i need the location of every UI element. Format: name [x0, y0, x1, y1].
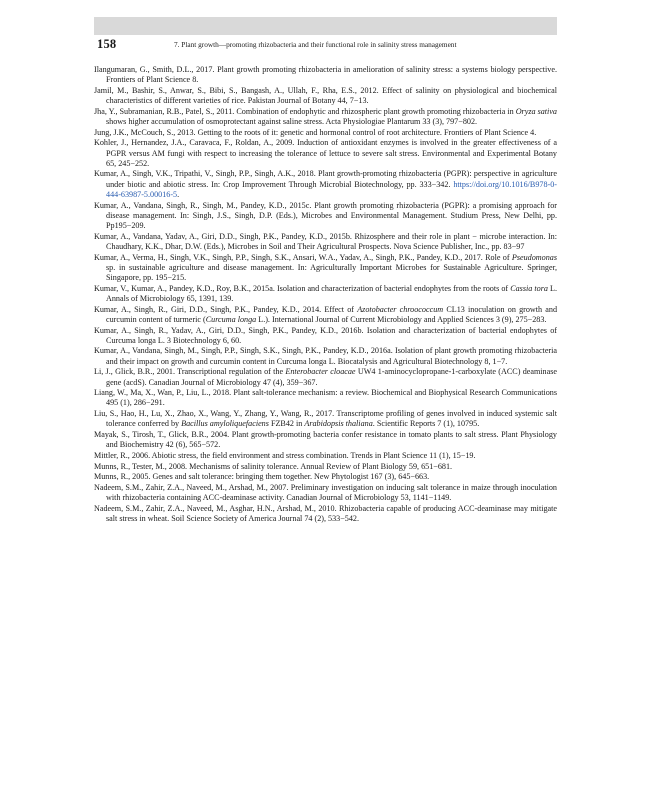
- reference-entry: Mittler, R., 2006. Abiotic stress, the field environment and stress combination. Trends in Plant Science 11 (1), 15−19.: [94, 450, 476, 460]
- reference-entry: Kumar, A., Singh, V.K., Tripathi, V., Singh, P.P., Singh, A.K., 2018. Plant growth-promoting rhizobacteria (PGPR): perspective in agriculture under biotic and abiotic stress. In: Crop Improvement Through Microbial Biotechnology, pp. 333−342. https://doi.org/10.1016/B978-0-444-63987-5.00016-5.: [94, 169, 557, 199]
- reference-entry: Kumar, A., Vandana, Singh, R., Singh, M., Pandey, K.D., 2015c. Plant growth promoting rhizobacteria (PGPR): a promising approach for disease management. In: Singh, J.S., Singh, D.P. (Eds.), Microbes and Environmental Management. Studium Press, New Delhi, pp. Pp195−209.: [94, 200, 557, 231]
- reference-entry: Kumar, A., Verma, H., Singh, V.K., Singh, P.P., Singh, S.K., Ansari, W.A., Yadav, A., Singh, P.K., Pandey, K.D., 2017. Role of Pseudomonas sp. in sustainable agriculture and disease management. In: Agriculturally Important Microbes for Sustainable Agriculture. Springer, Singapore, pp. 195−215.: [94, 252, 557, 283]
- reference-entry: Liang, W., Ma, X., Wan, P., Liu, L., 2018. Plant salt-tolerance mechanism: a review. Biochemical and Biophysical Research Communications 495 (1), 286−291.: [94, 388, 557, 408]
- doi-link[interactable]: https://doi.org/10.1016/B978-0-444-63987-5.00016-5: [106, 179, 557, 199]
- reference-entry: Nadeem, S.M., Zahir, Z.A., Naveed, M., Asghar, H.N., Arshad, M., 2010. Rhizobacteria capable of producing ACC-deaminase may mitigate salt stress in wheat. Soil Science Society of America Journal 74 (2), 533−542.: [94, 503, 557, 523]
- reference-entry: Kumar, V., Kumar, A., Pandey, K.D., Roy, B.K., 2015a. Isolation and characterization of bacterial endophytes from the roots of Cassia tora L. Annals of Microbiology 65, 1391, 139.: [94, 283, 558, 304]
- reference-entry: Jung, J.K., McCouch, S., 2013. Getting to the roots of it: genetic and hormonal control of root architecture. Frontiers of Plant Science 4.: [94, 127, 537, 137]
- reference-entry: Nadeem, S.M., Zahir, Z.A., Naveed, M., Arshad, M., 2007. Preliminary investigation on inducing salt tolerance in maize through inoculation with rhizobacteria containing ACC-deaminase activity. Canadian Journal of Microbiology 53, 1141−1149.: [94, 482, 557, 503]
- reference-entry: Liu, S., Hao, H., Lu, X., Zhao, X., Wang, Y., Zhang, Y., Wang, R., 2017. Transcriptome profiling of genes involved in induced systemic salt tolerance conferred by Bacillus amyloliquefaciens FZB42 in Arabidopsis thaliana. Scientific Reports 7 (1), 10795.: [94, 409, 557, 429]
- reference-entry: Li, J., Glick, B.R., 2001. Transcriptional regulation of the Enterobacter cloacae UW4 1-aminocyclopropane-1-carboxylate (ACC) deaminase gene (acdS). Canadian Journal of Microbiology 47 (4), 359−367.: [94, 367, 557, 387]
- reference-entry: Mayak, S., Tirosh, T., Glick, B.R., 2004. Plant growth-promoting bacteria confer resistance in tomato plants to salt stress. Plant Physiology and Biochemistry 42 (6), 565−572.: [94, 430, 557, 450]
- reference-entry: Ilangumaran, G., Smith, D.L., 2017. Plant growth promoting rhizobacteria in amelioration of salinity stress: a systems biology perspective. Frontiers of Plant Science 8.: [94, 65, 557, 85]
- reference-entry: Kumar, A., Singh, R., Yadav, A., Giri, D.D., Singh, P.K., Pandey, K.D., 2016b. Isolation and characterization of bacterial endophytes of Curcuma longa L. 3 Biotechnology 6, 60.: [94, 325, 557, 345]
- reference-entry: Munns, R., Tester, M., 2008. Mechanisms of salinity tolerance. Annual Review of Plant Biology 59, 651−681.: [94, 461, 453, 471]
- reference-entry: Kumar, A., Vandana, Singh, M., Singh, P.P., Singh, S.K., Singh, P.K., Pandey, K.D., 2016a. Isolation of plant growth promoting rhizobacteria and their impact on growth and curcumin content in Curcuma longa L. Biocatalysis and Agricultural Biotechnology 8, 1−7.: [94, 346, 557, 366]
- chapter-title: 7. Plant growth—promoting rhizobacteria and their functional role in salinity stress management: [174, 40, 457, 49]
- page-number: 158: [97, 37, 117, 51]
- reference-entry: Kohler, J., Hernandez, J.A., Caravaca, F., Roldan, A., 2009. Induction of antioxidant enzymes is involved in the greater effectiveness of a PGPR versus AM fungi with respect to increasing the tolerance of lettuce to severe salt stress. Environmental and Experimental Botany 65, 245−252.: [94, 138, 557, 168]
- reference-entry: Kumar, A., Vandana, Yadav, A., Giri, D.D., Singh, P.K., Pandey, K.D., 2015b. Rhizosphere and their role in plant − microbe interaction. In: Chaudhary, K.K., Dhar, D.W. (Eds.), Microbes in Soil and Their Agricultural Prospects. Nova Science Publisher, Inc., pp. 83−97: [94, 231, 557, 251]
- reference-entry: Jha, Y., Subramanian, R.B., Patel, S., 2011. Combination of endophytic and rhizospheric plant growth promoting rhizobacteria in Oryza sativa shows higher accumulation of osmoprotectant against saline stress. Acta Physiologiae Plantarum 33 (3), 797−802.: [94, 106, 557, 127]
- reference-entry: Munns, R., 2005. Genes and salt tolerance: bringing them together. New Phytologist 167 (3), 645−663.: [94, 472, 430, 482]
- reference-entry: Kumar, A., Singh, R., Giri, D.D., Singh, P.K., Pandey, K.D., 2014. Effect of Azotobacter chroococcum CL13 inoculation on growth and curcumin content of turmeric (Curcuma longa L.). International Journal of Current Microbiology and Applied Sciences 3 (9), 275−283.: [94, 304, 558, 324]
- header-bar: [94, 17, 557, 35]
- reference-entry: Jamil, M., Bashir, S., Anwar, S., Bibi, S., Bangash, A., Ullah, F., Rha, E.S., 2012. Effect of salinity on physiological and biochemical characteristics of different varieties of rice. Pakistan Journal of Botany 44, 7−13.: [94, 85, 557, 106]
- running-head: [94, 37, 557, 53]
- reference-list: [94, 65, 557, 525]
